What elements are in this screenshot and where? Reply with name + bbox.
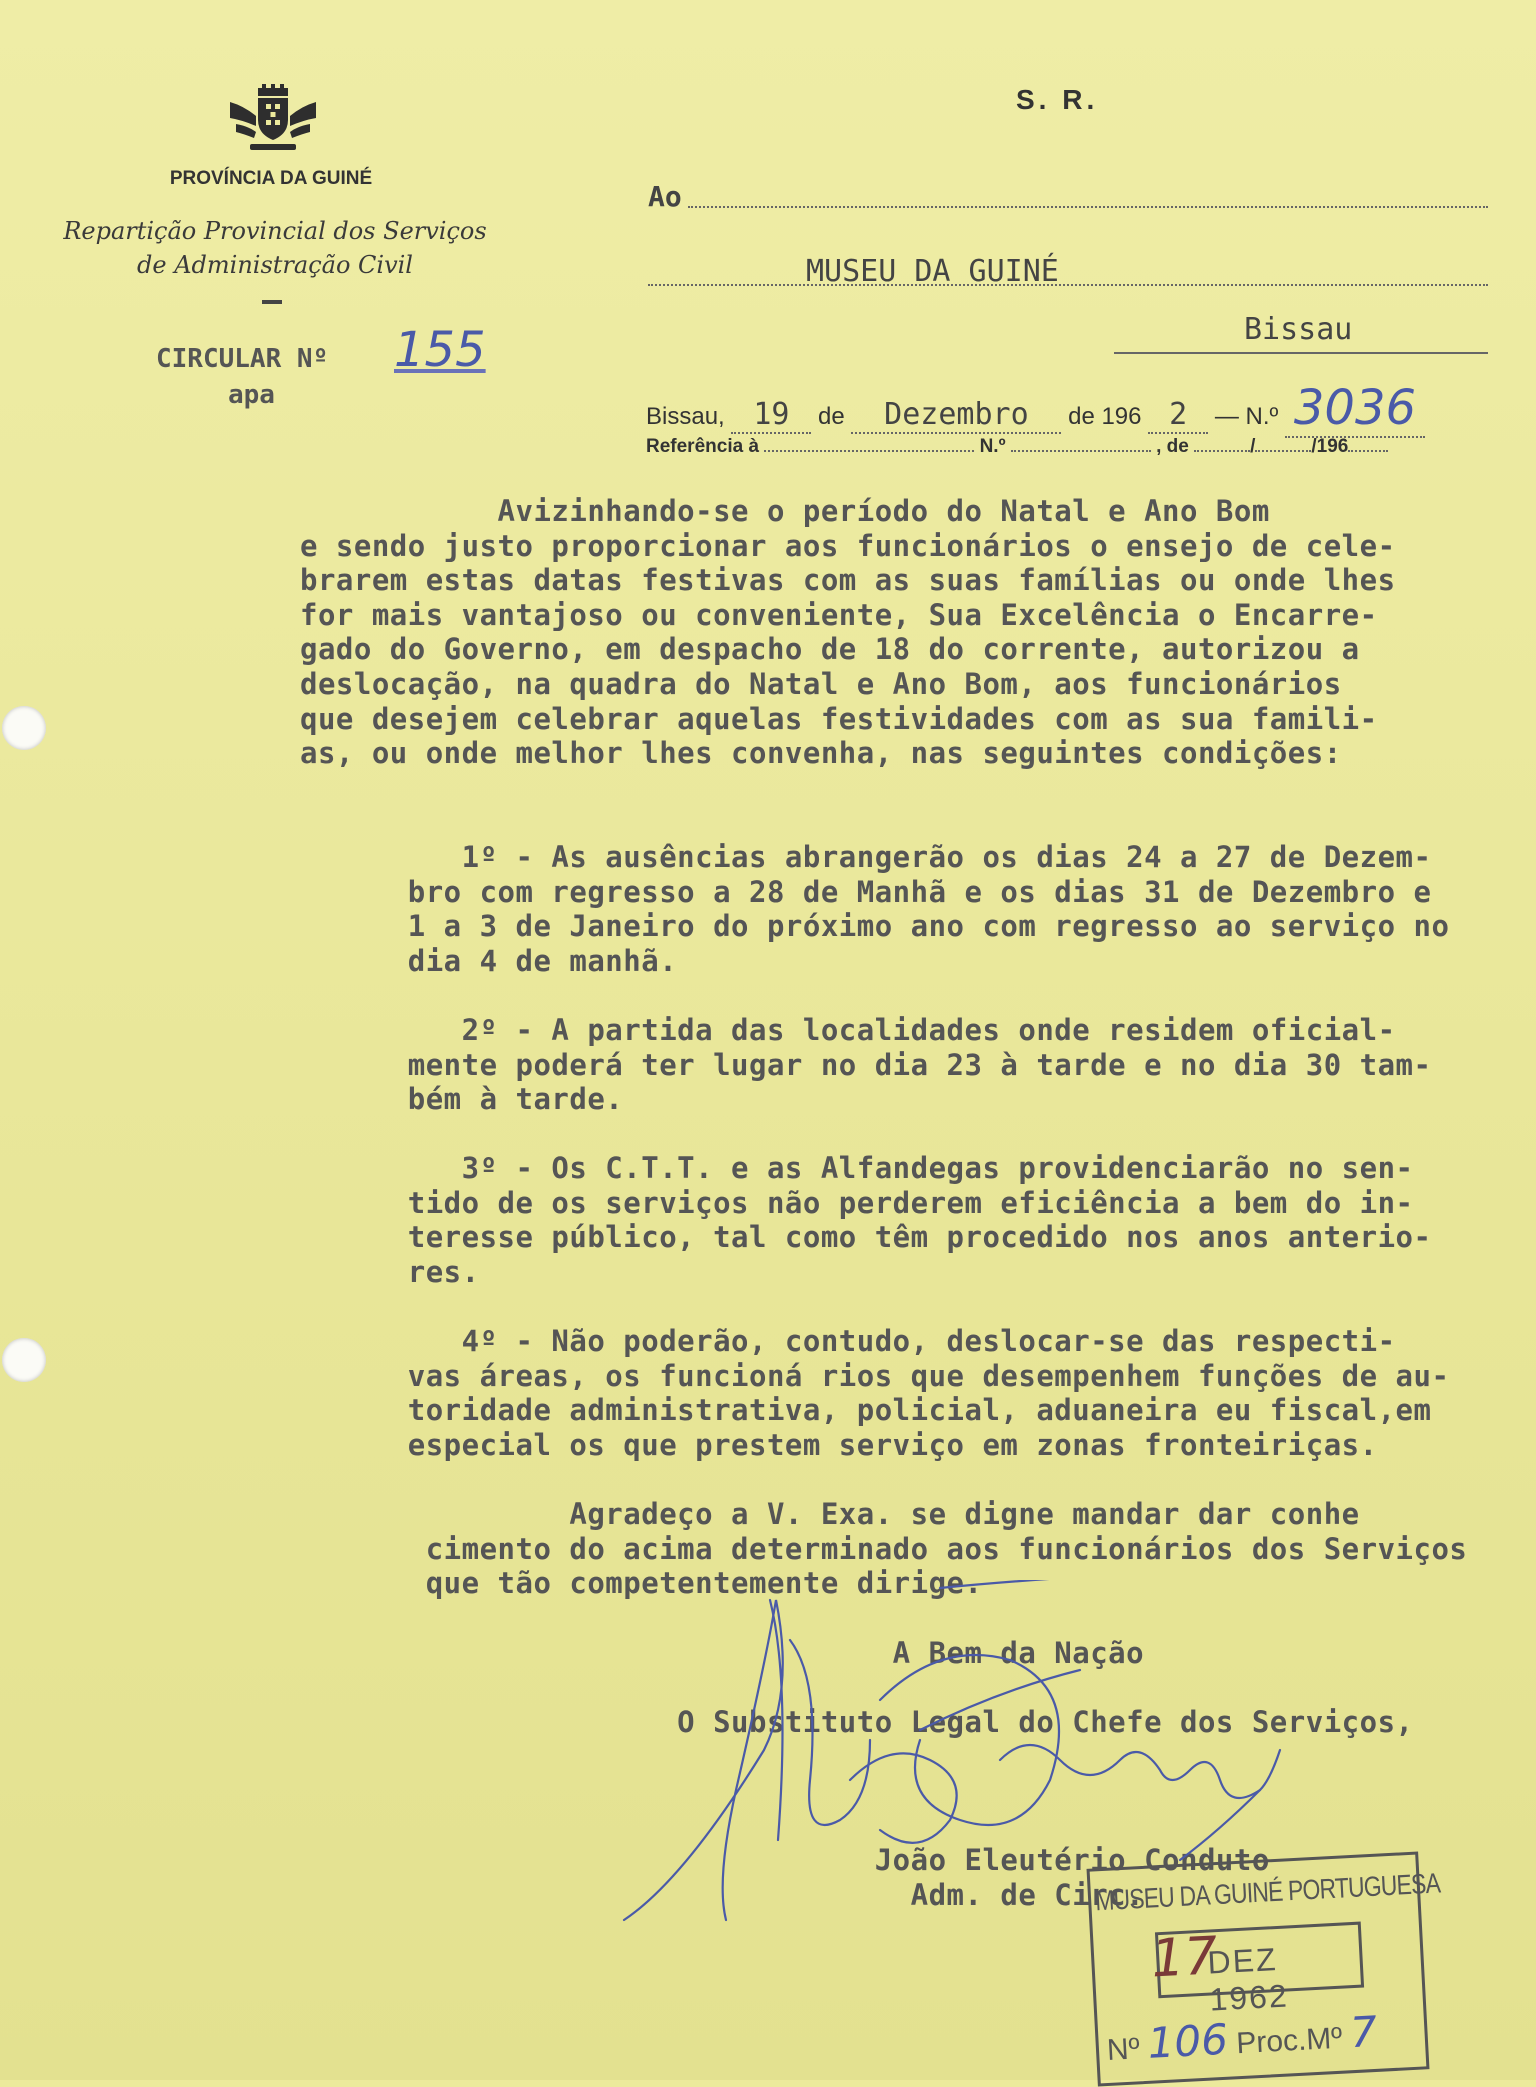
address-line	[648, 284, 1488, 286]
body-line	[300, 1463, 1520, 1498]
body-line	[300, 1290, 1520, 1325]
recipient-place: Bissau	[1244, 312, 1353, 347]
body-line: res.	[300, 1255, 480, 1290]
body-line: 4º - Não poderão, contudo, deslocar-se das respecti-	[300, 1324, 1396, 1359]
reference-label: Referência à	[646, 436, 760, 457]
body-line: dia 4 de manhã.	[300, 943, 678, 978]
circular-number: 155	[394, 322, 486, 378]
date-city: Bissau,	[646, 403, 725, 430]
body-line: bém à tarde.	[300, 1082, 624, 1117]
body-line: tido de os serviços não perderem eficiência a bem do in-	[300, 1185, 1414, 1220]
body-line: cimento do acima determinado aos funcionários dos Serviços	[300, 1531, 1468, 1566]
address-line	[688, 206, 1488, 208]
reference-sep: /	[1250, 436, 1256, 457]
stamp-no-label: Nº	[1106, 2032, 1141, 2067]
initials: apa	[228, 380, 275, 410]
letter-number: 3036	[1293, 380, 1417, 436]
body-line: deslocação, na quadra do Natal e Ano Bom, aos funcionários	[300, 666, 1342, 701]
date-year-prefix: de 196	[1068, 403, 1142, 430]
body-line: teresse público, tal como têm procedido nos anos anterio-	[300, 1220, 1432, 1255]
body-line: O Substituto Legal do Chefe dos Serviços,	[300, 1704, 1414, 1739]
body-line: Agradeço a V. Exa. se digne mandar dar conhe	[300, 1497, 1360, 1532]
body-line	[300, 978, 1520, 1013]
body-line: A Bem da Nação	[300, 1635, 1145, 1670]
body-line: Avizinhando-se o período do Natal e Ano Bom	[300, 494, 1270, 528]
reference-sep: /	[1311, 436, 1317, 457]
museum-receipt-stamp	[1087, 1851, 1441, 2086]
date-month: Dezembro	[884, 397, 1029, 432]
punch-hole	[2, 1338, 46, 1382]
stamp-no-value: 106	[1146, 2014, 1230, 2068]
body-line: Adm. de Circ.	[300, 1877, 1145, 1912]
date-de: de	[818, 403, 845, 430]
coat-of-arms-emblem	[228, 84, 318, 156]
body-line	[300, 771, 1520, 806]
department-line: Repartição Provincial dos Serviços	[63, 217, 487, 245]
department-line: de Administração Civil	[137, 251, 413, 279]
reference-line	[646, 436, 1388, 458]
reference-year: 196	[1316, 436, 1349, 457]
circular-label: CIRCULAR Nº	[156, 344, 329, 374]
reference-no-label: N.º	[979, 436, 1006, 457]
reference-de: , de	[1156, 436, 1189, 457]
dateline	[646, 380, 1425, 438]
body-line: que desejem celebrar aquelas festividades com as sua famili-	[300, 701, 1378, 736]
body-line: brarem estas datas festivas com as suas famílias ou onde lhes	[300, 563, 1396, 598]
body-line: mente poderá ter lugar no dia 23 à tarde e no dia 30 tam-	[300, 1047, 1432, 1082]
stamp-date-box	[1149, 1922, 1364, 2018]
department-heading	[60, 214, 490, 282]
body-line: 1º - As ausências abrangerão os dias 24 a 27 de Dezem-	[300, 839, 1432, 874]
stamp-title: MUSEU DA GUINÉ PORTUGUESA	[1094, 1867, 1441, 1917]
stamp-registry	[1106, 2007, 1379, 2070]
date-year-digit: 2	[1169, 397, 1188, 432]
body-line	[300, 805, 1520, 840]
body-line: João Eleutério Conduto	[300, 1843, 1270, 1878]
body-line: for mais vantajoso ou conveniente, Sua Excelência o Encarre-	[300, 597, 1378, 632]
number-label: — N.º	[1214, 403, 1279, 430]
stamp-day: 17	[1149, 1926, 1220, 1990]
to-label: Ao	[648, 180, 682, 213]
divider	[262, 300, 282, 304]
province-heading: PROVÍNCIA DA GUINÉ	[169, 168, 373, 189]
body-line: especial os que prestem serviço em zonas fronteiriças.	[300, 1428, 1378, 1463]
body-line: vas áreas, os funcioná rios que desempenhem funções de au-	[300, 1358, 1450, 1393]
body-line	[300, 1117, 1520, 1152]
date-day: 19	[753, 397, 790, 432]
body-line: que tão competentemente dirige.	[300, 1566, 983, 1601]
punch-hole	[2, 706, 46, 750]
body-line: 1 a 3 de Janeiro do próximo ano com regresso ao serviço no	[300, 909, 1450, 944]
address-line	[1114, 352, 1488, 354]
service-mark: S. R.	[1016, 84, 1099, 115]
body-line: gado do Governo, em despacho de 18 do corrente, autorizou a	[300, 632, 1360, 667]
body-line: 2º - A partida das localidades onde residem oficial-	[300, 1012, 1396, 1047]
body-line: e sendo justo proporcionar aos funcionários o ensejo de cele-	[300, 528, 1396, 563]
body-line: bro com regresso a 28 de Manhã e os dias 31 de Dezembro e	[300, 874, 1432, 909]
stamp-date: DEZ 1962	[1206, 1940, 1290, 2018]
stamp-proc-value: 7	[1348, 2006, 1379, 2058]
body-line: toridade administrativa, policial, aduaneira eu fiscal,em	[300, 1393, 1432, 1428]
stamp-proc-label: Proc.Mº	[1235, 2021, 1344, 2061]
body-line: 3º - Os C.T.T. e as Alfandegas providenciarão no sen-	[300, 1151, 1414, 1186]
recipient-name: MUSEU DA GUINÉ	[806, 254, 1059, 289]
body-line: as, ou onde melhor lhes convenha, nas seguintes condições:	[300, 736, 1342, 771]
